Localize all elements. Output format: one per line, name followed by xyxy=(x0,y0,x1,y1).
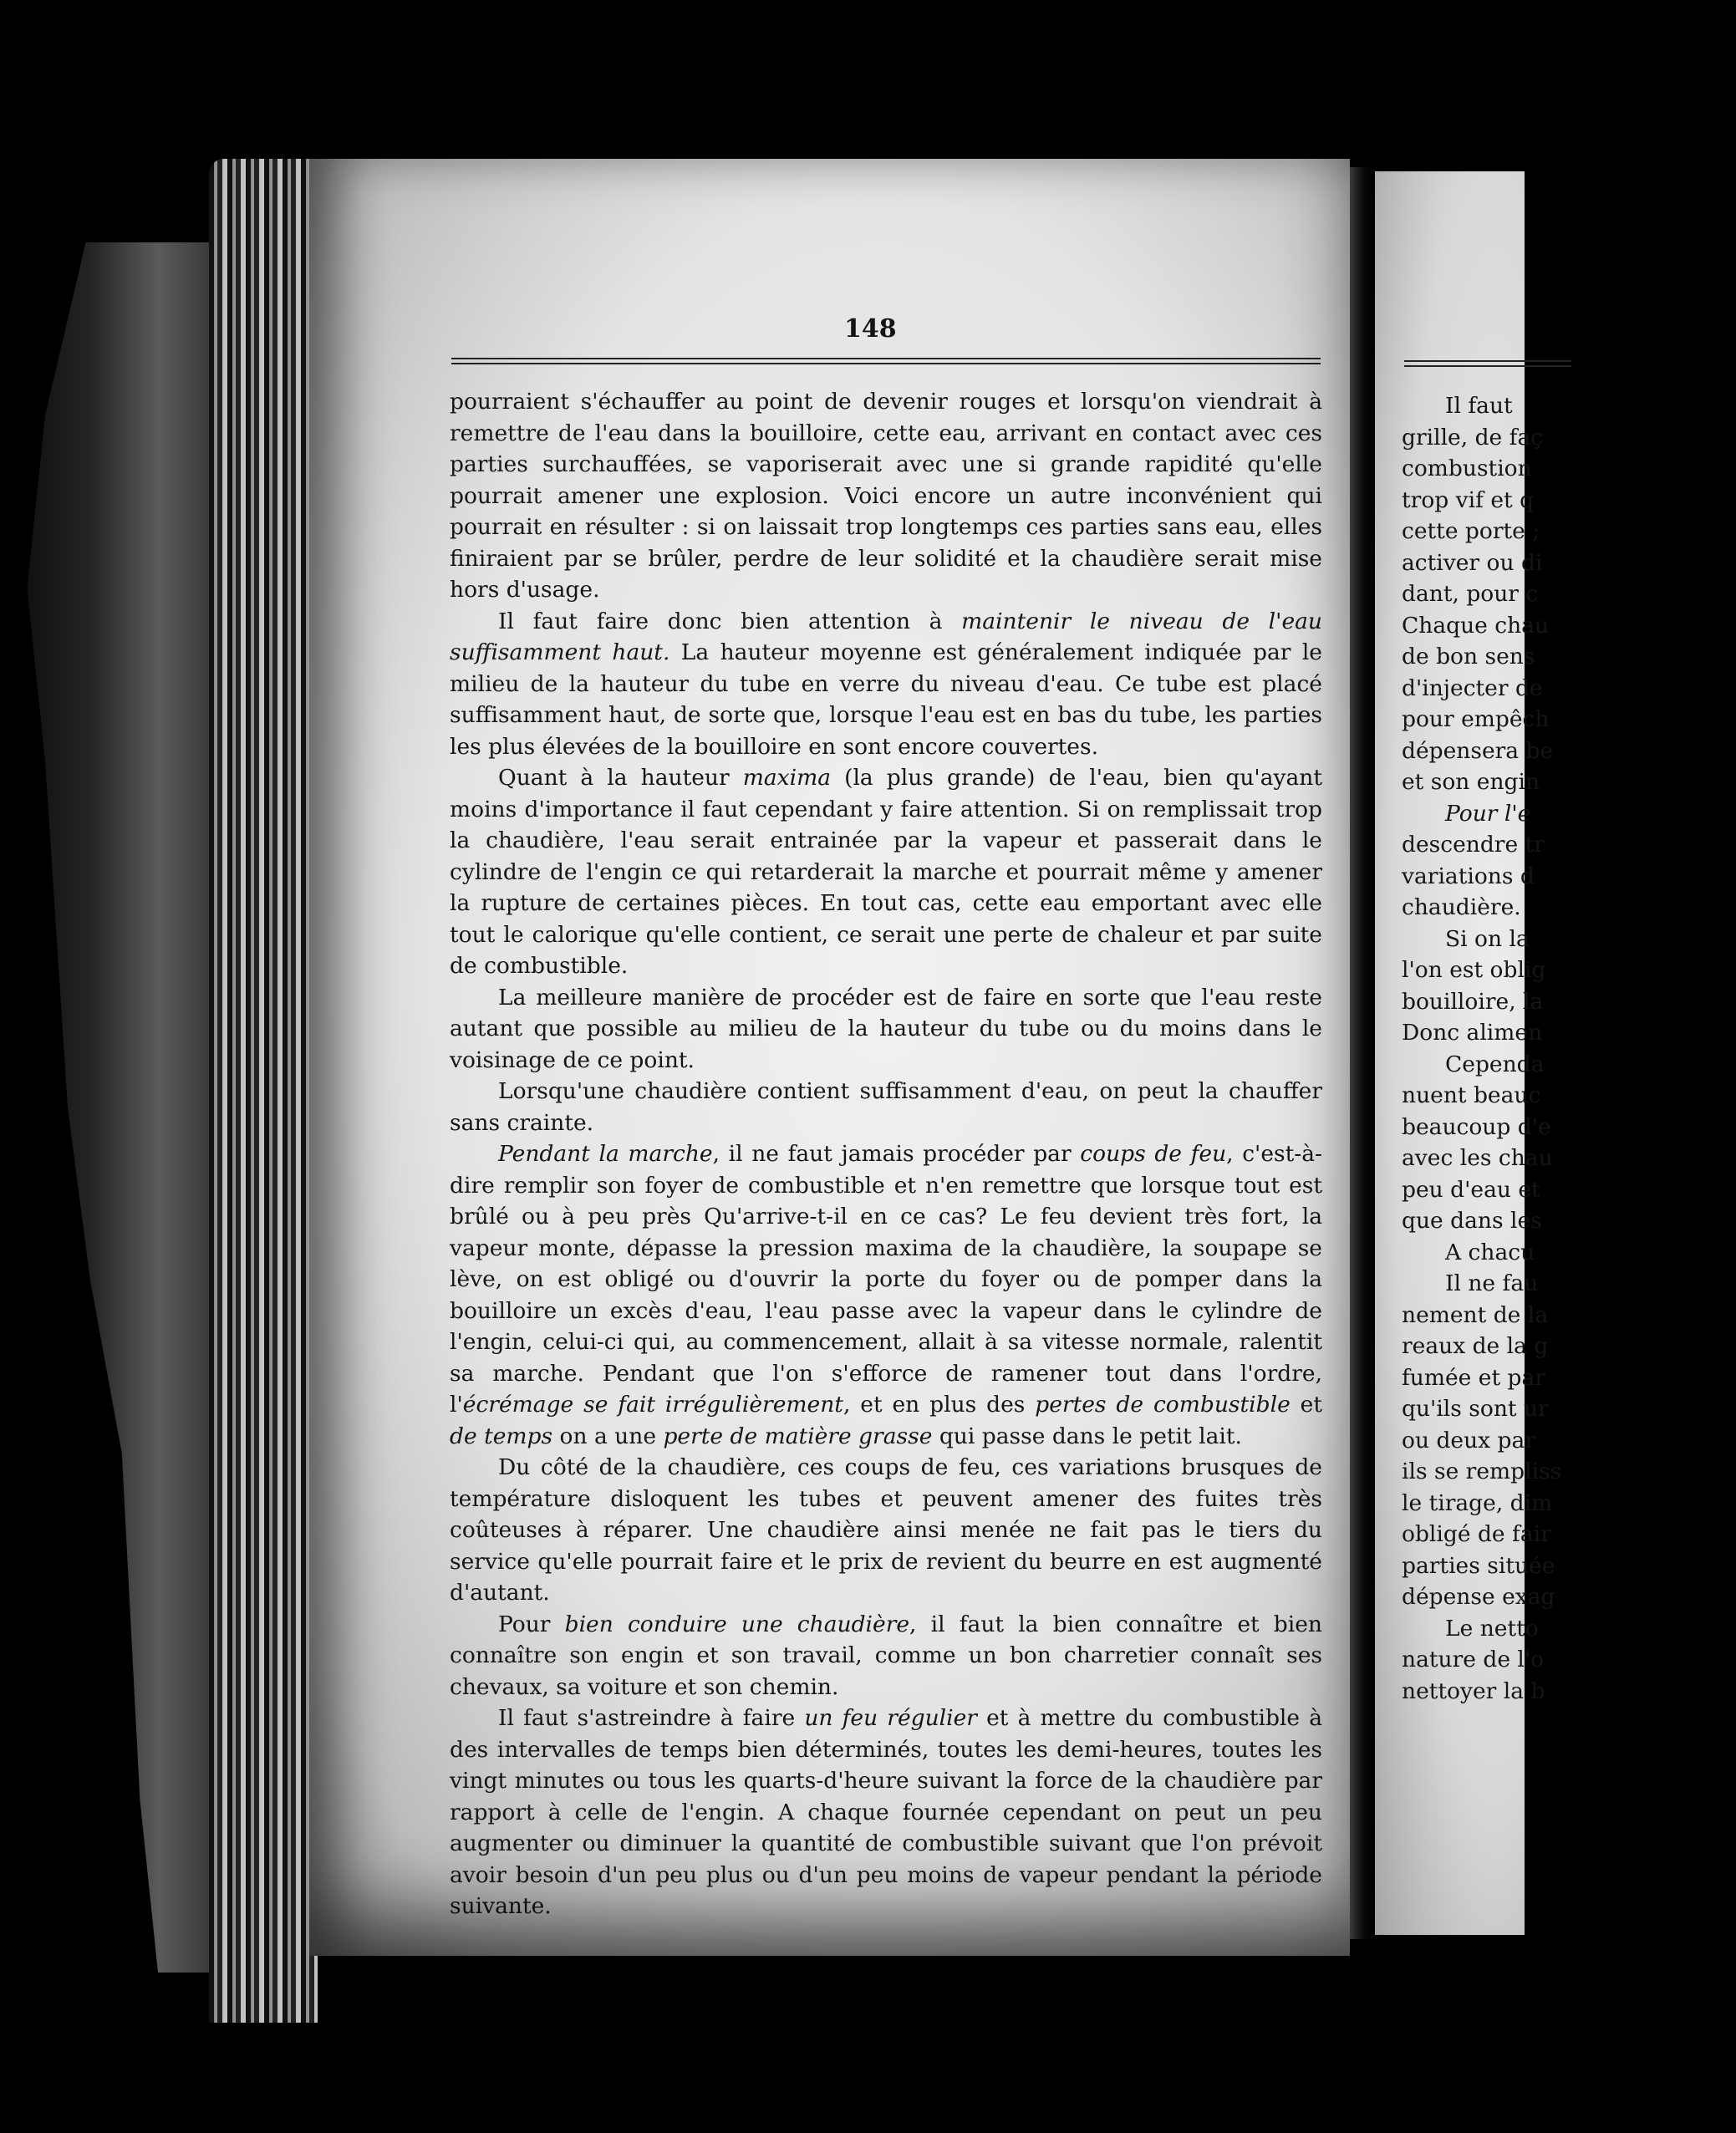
page-number: 148 xyxy=(844,314,897,344)
paragraph xyxy=(450,762,1322,982)
right-page-line: beaucoup d'e xyxy=(1402,1113,1551,1140)
right-page-line: dépense exag xyxy=(1402,1584,1555,1610)
text-run: Pour xyxy=(498,1611,565,1637)
italic-run: coups de feu xyxy=(1080,1141,1227,1167)
right-page-line: grille, de faç xyxy=(1402,424,1544,451)
right-page-line: activer ou di xyxy=(1402,549,1543,576)
right-page-line: Cependa xyxy=(1445,1051,1545,1077)
right-page-line: descendre tr xyxy=(1402,832,1545,858)
italic-run: bien conduire une chaudière xyxy=(564,1611,910,1637)
text-run: La hauteur moyenne est généralement indiquée par le milieu de la hauteur du tube en verre du niveau d'eau. Ce tube est placé suffisamment haut, de sorte que, lorsque l'eau est en bas du tube, les parties les plus élevées de la bouilloire en sont encore couvertes. xyxy=(450,639,1322,760)
text-run: , il ne faut jamais procéder par xyxy=(712,1141,1081,1167)
italic-run: pertes de combustible xyxy=(1035,1392,1291,1418)
right-page-line: dant, pour c xyxy=(1402,581,1539,607)
paragraph xyxy=(450,1703,1322,1922)
right-page-line: Le netto xyxy=(1445,1615,1539,1642)
right-page-line: Si on la xyxy=(1445,925,1530,952)
right-page-line: dépensera be xyxy=(1402,737,1554,764)
text-run: on a une xyxy=(552,1423,664,1449)
right-header-rule xyxy=(1404,360,1571,367)
right-page-fragment xyxy=(1375,171,1562,1935)
paragraph xyxy=(450,982,1322,1077)
torn-left-page-edge xyxy=(0,242,226,1973)
text-run: , il faut la bien connaître et bien connaître son engin et son travail, comme un bon charretier connaît ses chevaux, sa voiture et son chemin. xyxy=(450,1611,1322,1700)
right-page-line: ou deux par xyxy=(1402,1427,1535,1453)
paragraph xyxy=(450,1138,1322,1452)
right-page-line: qu'ils sont ur xyxy=(1402,1396,1549,1422)
italic-run: maintenir le niveau de l'eau suffisamment haut. xyxy=(450,608,1322,665)
italic-run: un feu régulier xyxy=(804,1705,977,1731)
body-text xyxy=(450,386,1322,1922)
right-page-line: Pour l'e xyxy=(1445,800,1531,827)
italic-run: Pendant la marche xyxy=(498,1141,713,1167)
right-page-line: avec les chau xyxy=(1402,1145,1553,1171)
right-page-line: Chaque chau xyxy=(1402,612,1550,639)
paragraph xyxy=(450,386,1322,606)
text-run: Lorsqu'une chaudière contient suffisamment d'eau, on peut la chauffer sans crainte. xyxy=(450,1078,1322,1136)
italic-run: écrémage se fait irrégulièrement xyxy=(462,1392,843,1418)
paragraph xyxy=(450,1609,1322,1703)
right-page-line: chaudière. xyxy=(1402,894,1521,920)
right-page-line: nuent beauc xyxy=(1402,1082,1541,1108)
text-run: , c'est-à-dire remplir son foyer de combustible et n'en remettre que lorsque tout est brûlé ou à peu près Qu'arrive-t-il en ce cas? Le feu devient très fort, la vapeur monte, dépasse la pression maxima de la chaudière, la soupape se lève, on est obligé ou d'ouvrir la porte du foyer ou de pomper dans la bouilloire un excès d'eau, l'eau passe avec la vapeur dans le cylindre de l'engin, celui-ci qui, au commencement, allait à sa vitesse normale, ralentit sa marche. Pendant que l'on s'efforce de ramener tout dans l'ordre, l' xyxy=(450,1141,1322,1418)
right-page-line: parties située xyxy=(1402,1552,1555,1579)
right-page-line: que dans les xyxy=(1402,1208,1542,1234)
right-page-line: variations d xyxy=(1402,863,1535,889)
right-page-line: Il faut xyxy=(1445,393,1513,419)
right-page-line: d'injecter de xyxy=(1402,675,1543,701)
right-page-line: et son engin xyxy=(1402,769,1540,795)
right-page-line: cette porte ; xyxy=(1402,518,1540,544)
text-run: (la plus grande) de l'eau, bien qu'ayant moins d'importance il faut cependant y faire attention. Si on remplissait trop la chaudière, l'eau serait entrainée par la vapeur et passerait dans le cylindre de l'engin ce qui retarderait la marche et pourrait même y amener la rupture de certaines pièces. En tout cas, cette eau emportant avec elle tout le calorique qu'elle contient, ce serait une perte de chaleur et par suite de combustible. xyxy=(450,765,1322,979)
italic-run: perte de matière grasse xyxy=(663,1423,933,1449)
right-body-text xyxy=(1402,390,1736,1707)
header-rule xyxy=(451,358,1321,364)
text-run: Il faut faire donc bien attention à xyxy=(498,608,962,634)
right-page-line: trop vif et q xyxy=(1402,486,1535,513)
paragraph xyxy=(450,1452,1322,1609)
paragraph xyxy=(450,606,1322,763)
text-run: Du côté de la chaudière, ces coups de feu, ces variations brusques de température disloquent les tubes et peuvent amener des fuites très coûteuses à réparer. Une chaudière ainsi menée ne fait pas le tiers du service qu'elle pourrait faire et le prix de revient du beurre en est augmenté d'autant. xyxy=(450,1454,1322,1606)
right-page-line: A chacu xyxy=(1445,1239,1535,1265)
right-page-line: combustion xyxy=(1402,456,1532,481)
text-run: Quant à la hauteur xyxy=(498,765,743,791)
right-page-line: Il ne fau xyxy=(1445,1270,1539,1296)
right-page-line: pour empêch xyxy=(1402,706,1550,732)
right-page-line: ils se rempliss xyxy=(1402,1458,1562,1484)
right-page-line: nettoyer la b xyxy=(1402,1677,1545,1704)
right-page-line: le tirage, dim xyxy=(1402,1489,1553,1516)
text-run: et à mettre du combustible à des intervalles de temps bien déterminés, toutes les demi-heures, toutes les vingt minutes ou tous les quarts-d'heure suivant la force de la chaudière par rapport à celle de l'engin. A chaque fournée cependant on peut un peu augmenter ou diminuer la quantité de combustible suivant que l'on prévoit avoir besoin d'un peu plus ou d'un peu moins de vapeur pendant la période suivante. xyxy=(450,1705,1322,1919)
right-page-line: obligé de fair xyxy=(1402,1521,1551,1547)
right-page-line: peu d'eau et xyxy=(1402,1176,1540,1203)
right-page-line: nement de la xyxy=(1402,1301,1549,1328)
right-page-line: de bon sens xyxy=(1402,644,1535,669)
right-page-line: bouilloire, la xyxy=(1402,988,1544,1015)
paragraph xyxy=(450,1076,1322,1138)
right-page-line: l'on est oblig xyxy=(1402,957,1546,983)
text-run: qui passe dans le petit lait. xyxy=(932,1423,1242,1449)
right-page-line: Donc alimen xyxy=(1402,1020,1543,1046)
text-run: et xyxy=(1290,1392,1322,1418)
text-run: Il faut s'astreindre à faire xyxy=(498,1705,805,1731)
italic-run: maxima xyxy=(742,765,832,791)
right-page-line: fumée et par xyxy=(1402,1364,1545,1391)
right-page-line: nature de l'o xyxy=(1402,1647,1545,1672)
left-page xyxy=(309,159,1350,1956)
italic-run: de temps xyxy=(450,1423,553,1449)
text-run: , et en plus des xyxy=(843,1392,1036,1418)
text-run: pourraient s'échauffer au point de devenir rouges et lorsqu'on viendrait à remettre de l'eau dans la bouilloire, cette eau, arrivant en contact avec ces parties surchauffées, se vaporiserait avec une si grande rapidité qu'elle pourrait amener une explosion. Voici encore un autre inconvénient qui pourrait en résulter : si on laissait trop longtemps ces parties sans eau, elles finiraient par se brûler, perdre de leur solidité et la chaudière serait mise hors d'usage. xyxy=(450,389,1322,603)
right-page-line: reaux de la g xyxy=(1402,1333,1549,1359)
page-gutter xyxy=(1350,167,1375,1939)
book-binding xyxy=(209,159,318,2023)
text-run: La meilleure manière de procéder est de faire en sorte que l'eau reste autant que possible au milieu de la hauteur du tube ou du moins dans le voisinage de ce point. xyxy=(450,984,1322,1073)
